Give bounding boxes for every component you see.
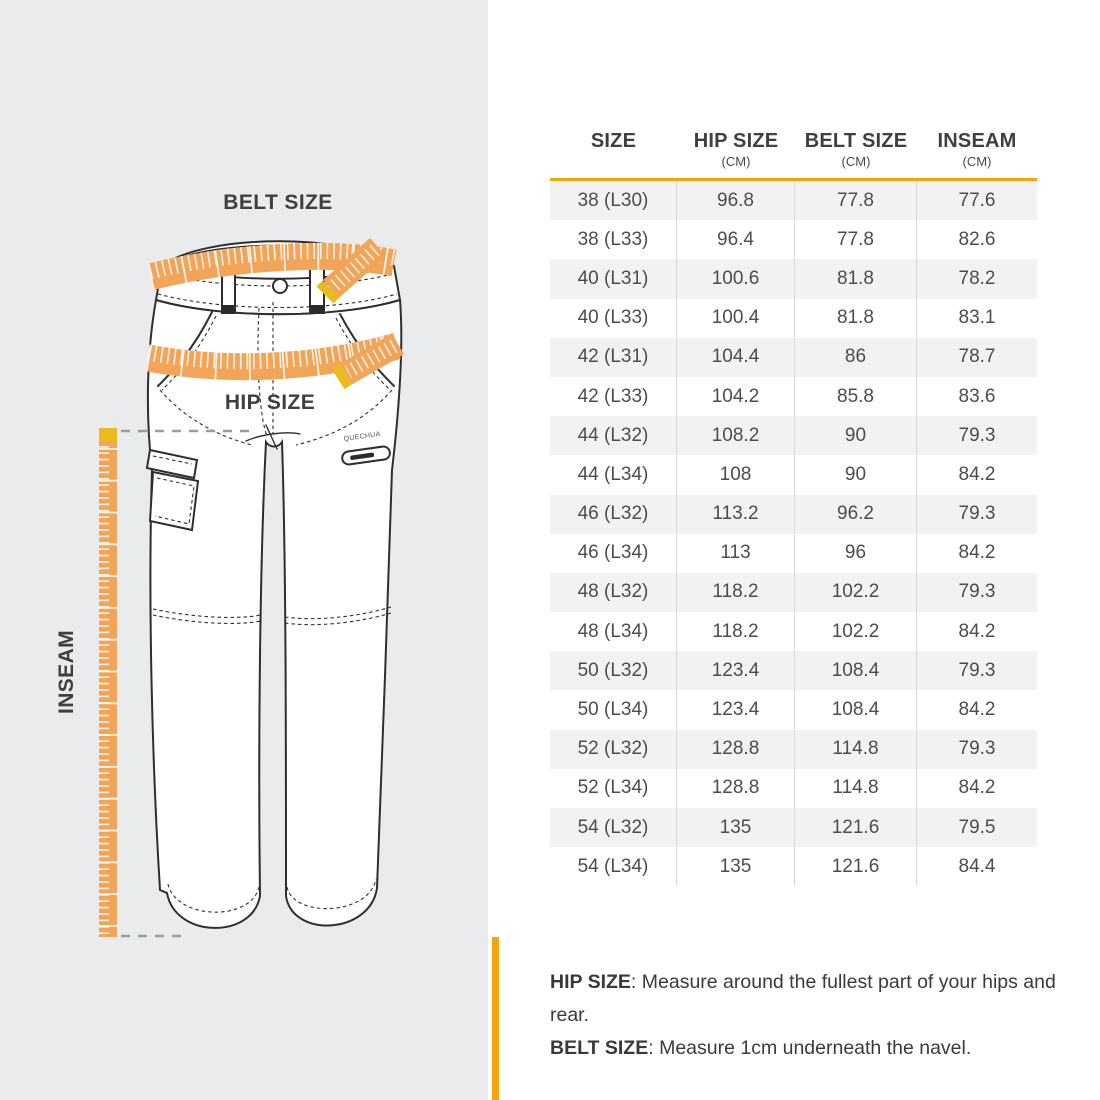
table-row bbox=[550, 534, 1037, 573]
cell-size: 42 (L33) bbox=[550, 377, 677, 416]
note-text: : Measure 1cm underneath the navel. bbox=[648, 1037, 972, 1059]
cell-belt-size: 102.2 bbox=[795, 573, 917, 612]
table-row bbox=[550, 847, 1037, 886]
note-hip-size bbox=[550, 966, 1100, 1032]
column-header-hip-size bbox=[677, 130, 795, 171]
size-table-header bbox=[550, 130, 1037, 171]
accent-bar bbox=[492, 937, 499, 1100]
belt-size-label: BELT SIZE bbox=[223, 191, 333, 214]
column-label: HIP SIZE bbox=[693, 130, 779, 152]
column-label: BELT SIZE bbox=[804, 130, 908, 152]
cell-belt-size: 85.8 bbox=[795, 377, 917, 416]
cell-inseam: 84.2 bbox=[958, 777, 996, 799]
cell-hip-size: 104.2 bbox=[677, 377, 795, 416]
cell-hip-size: 96.4 bbox=[677, 220, 795, 259]
table-row bbox=[550, 690, 1037, 729]
column-label: INSEAM bbox=[937, 130, 1017, 152]
cell-size: 52 (L34) bbox=[550, 769, 677, 808]
table-row bbox=[550, 220, 1037, 259]
column-unit: (CM) bbox=[962, 154, 992, 169]
cell-belt-size: 114.8 bbox=[795, 730, 917, 769]
cell-size: 40 (L31) bbox=[550, 259, 677, 298]
cell-size: 38 (L30) bbox=[550, 181, 677, 220]
cell-belt-size: 77.8 bbox=[795, 220, 917, 259]
table-row bbox=[550, 416, 1037, 455]
cell-inseam: 79.3 bbox=[958, 738, 996, 760]
table-row bbox=[550, 612, 1037, 651]
table-row bbox=[550, 259, 1037, 298]
cell-belt-size: 90 bbox=[795, 416, 917, 455]
cell-inseam: 82.6 bbox=[958, 228, 996, 250]
cell-belt-size: 121.6 bbox=[795, 847, 917, 886]
table-row bbox=[550, 455, 1037, 494]
cell-size: 54 (L32) bbox=[550, 808, 677, 847]
note-belt-size bbox=[550, 1032, 1100, 1065]
cell-hip-size: 123.4 bbox=[677, 690, 795, 729]
cell-size: 50 (L34) bbox=[550, 690, 677, 729]
cell-hip-size: 113.2 bbox=[677, 495, 795, 534]
table-row bbox=[550, 730, 1037, 769]
cell-belt-size: 102.2 bbox=[795, 612, 917, 651]
cell-hip-size: 128.8 bbox=[677, 769, 795, 808]
cell-inseam: 78.7 bbox=[958, 346, 996, 368]
inseam-tape bbox=[99, 428, 117, 937]
cell-inseam: 79.3 bbox=[958, 659, 996, 681]
hip-size-label: HIP SIZE bbox=[224, 391, 316, 414]
cell-belt-size: 108.4 bbox=[795, 651, 917, 690]
diagram-panel bbox=[0, 0, 488, 1100]
cell-hip-size: 100.4 bbox=[677, 299, 795, 338]
cell-hip-size: 108 bbox=[677, 455, 795, 494]
cell-inseam: 83.1 bbox=[958, 307, 996, 329]
cell-belt-size: 96 bbox=[795, 534, 917, 573]
cell-hip-size: 135 bbox=[677, 808, 795, 847]
cell-hip-size: 108.2 bbox=[677, 416, 795, 455]
column-label: SIZE bbox=[590, 130, 637, 152]
table-row bbox=[550, 299, 1037, 338]
measurement-notes bbox=[550, 966, 1100, 1065]
cell-size: 48 (L32) bbox=[550, 573, 677, 612]
cell-belt-size: 77.8 bbox=[795, 181, 917, 220]
column-unit: (CM) bbox=[841, 154, 871, 169]
cell-size: 52 (L32) bbox=[550, 730, 677, 769]
cell-size: 46 (L34) bbox=[550, 534, 677, 573]
cell-inseam: 83.6 bbox=[958, 385, 996, 407]
column-header-belt-size bbox=[795, 130, 917, 171]
cell-belt-size: 86 bbox=[795, 338, 917, 377]
cell-belt-size: 121.6 bbox=[795, 808, 917, 847]
cell-inseam: 78.2 bbox=[958, 267, 996, 289]
cell-hip-size: 123.4 bbox=[677, 651, 795, 690]
cell-belt-size: 96.2 bbox=[795, 495, 917, 534]
table-row bbox=[550, 573, 1037, 612]
size-table-body bbox=[550, 181, 1037, 886]
table-row bbox=[550, 495, 1037, 534]
cell-inseam: 84.2 bbox=[958, 463, 996, 485]
cell-hip-size: 96.8 bbox=[677, 181, 795, 220]
table-row bbox=[550, 181, 1037, 220]
cell-size: 44 (L34) bbox=[550, 455, 677, 494]
cell-size: 42 (L31) bbox=[550, 338, 677, 377]
column-header-inseam bbox=[917, 130, 1037, 171]
cell-size: 48 (L34) bbox=[550, 612, 677, 651]
cell-inseam: 79.3 bbox=[958, 503, 996, 525]
cell-hip-size: 128.8 bbox=[677, 730, 795, 769]
inseam-label: INSEAM bbox=[55, 629, 78, 715]
table-row bbox=[550, 651, 1037, 690]
cell-size: 54 (L34) bbox=[550, 847, 677, 886]
cell-size: 44 (L32) bbox=[550, 416, 677, 455]
note-text: : Measure around the fullest part of your hips and rear. bbox=[550, 971, 1056, 1026]
pants-illustration bbox=[0, 0, 488, 1100]
cell-size: 46 (L32) bbox=[550, 495, 677, 534]
cell-belt-size: 81.8 bbox=[795, 299, 917, 338]
table-row bbox=[550, 769, 1037, 808]
cell-belt-size: 90 bbox=[795, 455, 917, 494]
size-table bbox=[550, 130, 1037, 886]
cell-hip-size: 113 bbox=[677, 534, 795, 573]
cell-inseam: 84.2 bbox=[958, 620, 996, 642]
cell-size: 40 (L33) bbox=[550, 299, 677, 338]
cell-hip-size: 135 bbox=[677, 847, 795, 886]
table-row bbox=[550, 377, 1037, 416]
cell-hip-size: 118.2 bbox=[677, 573, 795, 612]
brand-label: QUECHUA bbox=[343, 430, 382, 443]
cell-inseam: 84.4 bbox=[958, 855, 996, 877]
cell-inseam: 79.3 bbox=[958, 424, 996, 446]
cell-hip-size: 100.6 bbox=[677, 259, 795, 298]
note-term: HIP SIZE bbox=[550, 971, 631, 993]
cell-hip-size: 104.4 bbox=[677, 338, 795, 377]
cell-inseam: 77.6 bbox=[958, 189, 996, 211]
cell-belt-size: 108.4 bbox=[795, 690, 917, 729]
cell-belt-size: 114.8 bbox=[795, 769, 917, 808]
cell-inseam: 84.2 bbox=[958, 699, 996, 721]
table-row bbox=[550, 338, 1037, 377]
cell-inseam: 84.2 bbox=[958, 542, 996, 564]
cell-inseam: 79.3 bbox=[958, 581, 996, 603]
column-unit: (CM) bbox=[721, 154, 751, 169]
cell-belt-size: 81.8 bbox=[795, 259, 917, 298]
table-row bbox=[550, 808, 1037, 847]
cell-size: 50 (L32) bbox=[550, 651, 677, 690]
cell-hip-size: 118.2 bbox=[677, 612, 795, 651]
cell-inseam: 79.5 bbox=[958, 816, 996, 838]
note-term: BELT SIZE bbox=[550, 1037, 649, 1059]
column-header-size bbox=[550, 130, 677, 171]
waist-button bbox=[273, 279, 287, 293]
cell-size: 38 (L33) bbox=[550, 220, 677, 259]
